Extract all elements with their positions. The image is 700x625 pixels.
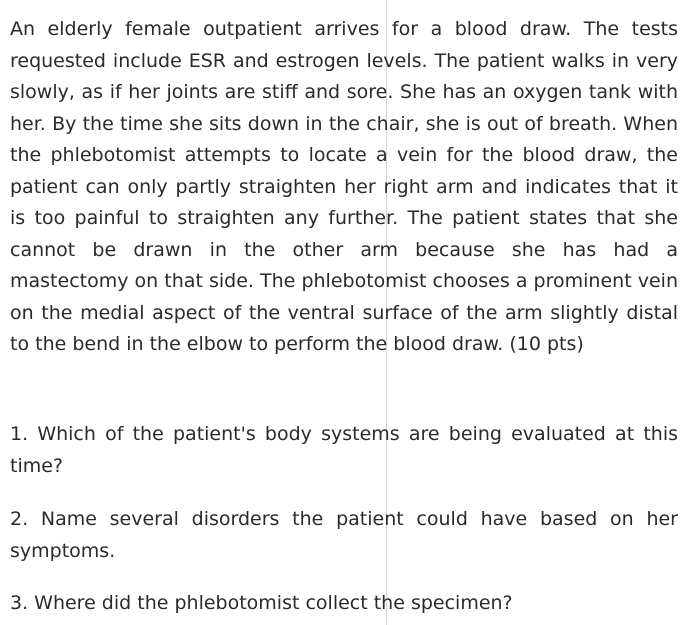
question-1: 1. Which of the patient's body systems are being evaluated at this time? — [10, 423, 678, 477]
question-2: 2. Name several disorders the patient could have based on her symptoms. — [10, 508, 678, 562]
question-3: 3. Where did the phlebotomist collect the specimen? — [10, 592, 513, 614]
case-passage: An elderly female outpatient arrives for a blood draw. The tests requested include ESR and estrogen levels. The patient walks in very slowly, as if her joints are stiff and sore. She has an oxygen tank with her. By the time she sits down in the chair, she is out of breath. When the phlebotomist attempts to locate a vein for the blood draw, the patient can only partly straighten her right arm and indicates that it is too painful to straighten any further. The patient states that she cannot be drawn in the other arm because she has had a mastectomy on that side. The phlebotomist chooses a prominent vein on the medial aspect of the ventral surface of the arm slightly distal to the bend in the elbow to perform the blood draw. (10 pts) — [10, 18, 678, 355]
